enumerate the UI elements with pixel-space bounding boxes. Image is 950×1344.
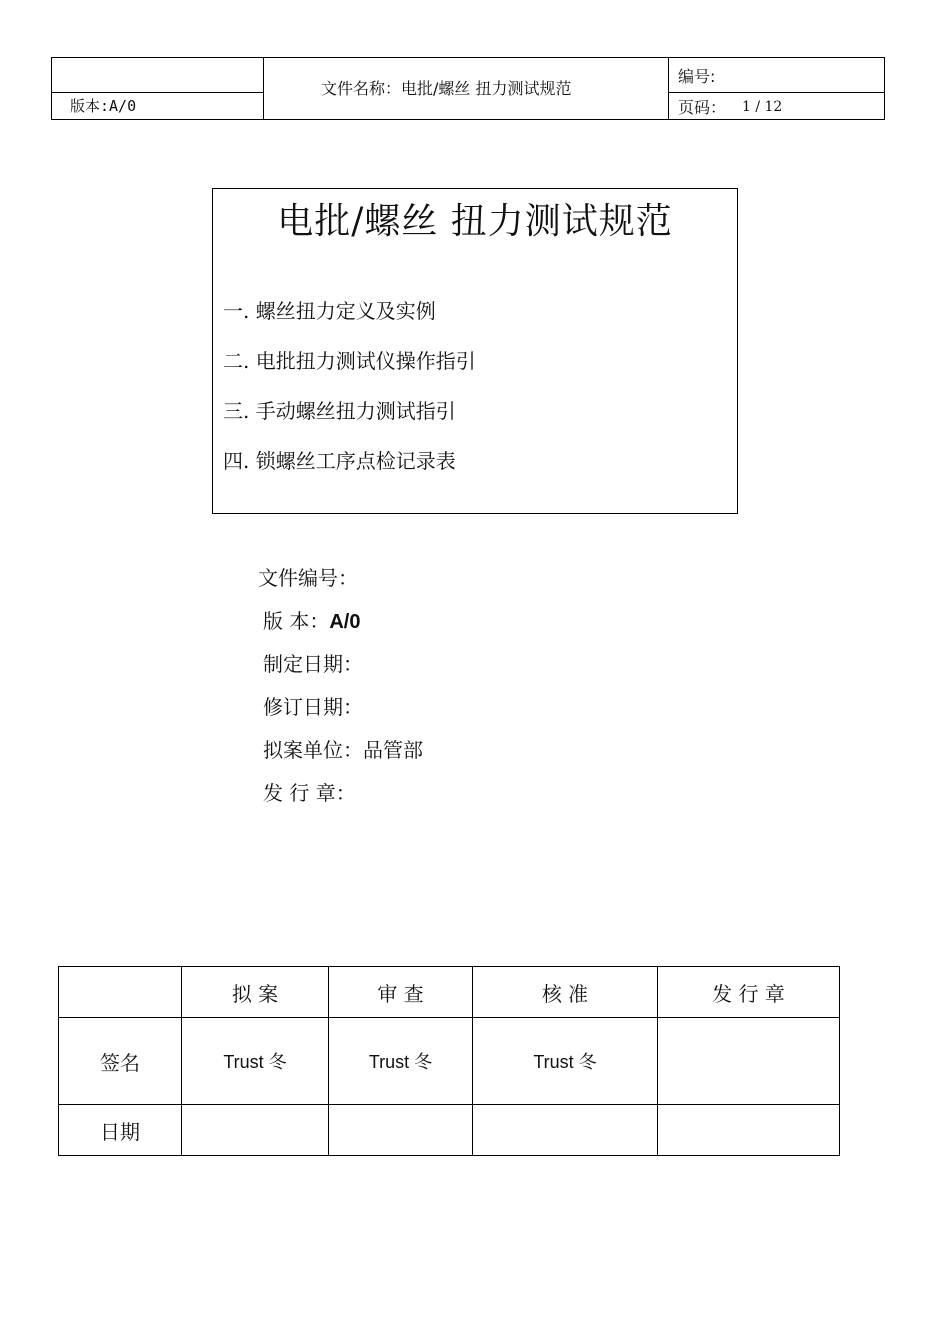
created-date-label: 制定日期： <box>263 652 363 676</box>
document-header <box>51 57 885 120</box>
version-value: A/0 <box>329 611 361 633</box>
date-cell <box>473 1105 658 1156</box>
header-document-name: 文件名称：电批/螺丝 扭力测试规范 <box>321 79 572 98</box>
date-cell <box>329 1105 473 1156</box>
table-header-row <box>59 967 840 1018</box>
signature-cell <box>658 1018 840 1105</box>
signature-cell: Trust 冬 <box>182 1018 329 1105</box>
toc-item: 三. 手动螺丝扭力测试指引 <box>223 399 456 423</box>
date-cell <box>182 1105 329 1156</box>
drafting-unit-row <box>263 734 423 763</box>
header-version: 版本:A/0 <box>70 97 137 115</box>
date-cell <box>658 1105 840 1156</box>
header-divider <box>52 92 263 93</box>
table-row <box>59 1018 840 1105</box>
title-box <box>212 188 738 514</box>
row-label: 签名 <box>59 1018 182 1105</box>
table-row <box>59 1105 840 1156</box>
revised-date-label: 修订日期： <box>263 695 363 719</box>
table-header-cell: 核 准 <box>473 967 658 1018</box>
document-title: 电批/螺丝 扭力测试规范 <box>277 201 673 242</box>
version-label: 版 本： <box>263 609 330 633</box>
toc-item: 二. 电批扭力测试仪操作指引 <box>223 349 476 373</box>
table-header-cell: 发 行 章 <box>658 967 840 1018</box>
signature-cell: Trust 冬 <box>473 1018 658 1105</box>
header-number-label: 编号: <box>678 67 716 86</box>
row-label: 日期 <box>59 1105 182 1156</box>
issue-stamp-label: 发 行 章： <box>263 781 356 805</box>
header-divider <box>668 92 884 93</box>
signoff-table <box>58 966 840 1156</box>
toc-item: 一. 螺丝扭力定义及实例 <box>223 299 436 323</box>
table-header-cell: 审 查 <box>329 967 473 1018</box>
header-divider <box>263 58 264 119</box>
table-header-cell <box>59 967 182 1018</box>
file-number-label: 文件编号： <box>258 566 358 590</box>
table-header-cell: 拟 案 <box>182 967 329 1018</box>
toc-item: 四. 锁螺丝工序点检记录表 <box>223 449 456 473</box>
drafting-unit-label: 拟案单位： <box>263 738 363 762</box>
header-page-value: 1 / 12 <box>742 99 783 115</box>
header-divider <box>668 58 669 119</box>
version-row <box>263 605 360 634</box>
header-page-label: 页码： <box>678 98 727 117</box>
signature-cell: Trust 冬 <box>329 1018 473 1105</box>
drafting-unit-value: 品管部 <box>363 738 423 762</box>
